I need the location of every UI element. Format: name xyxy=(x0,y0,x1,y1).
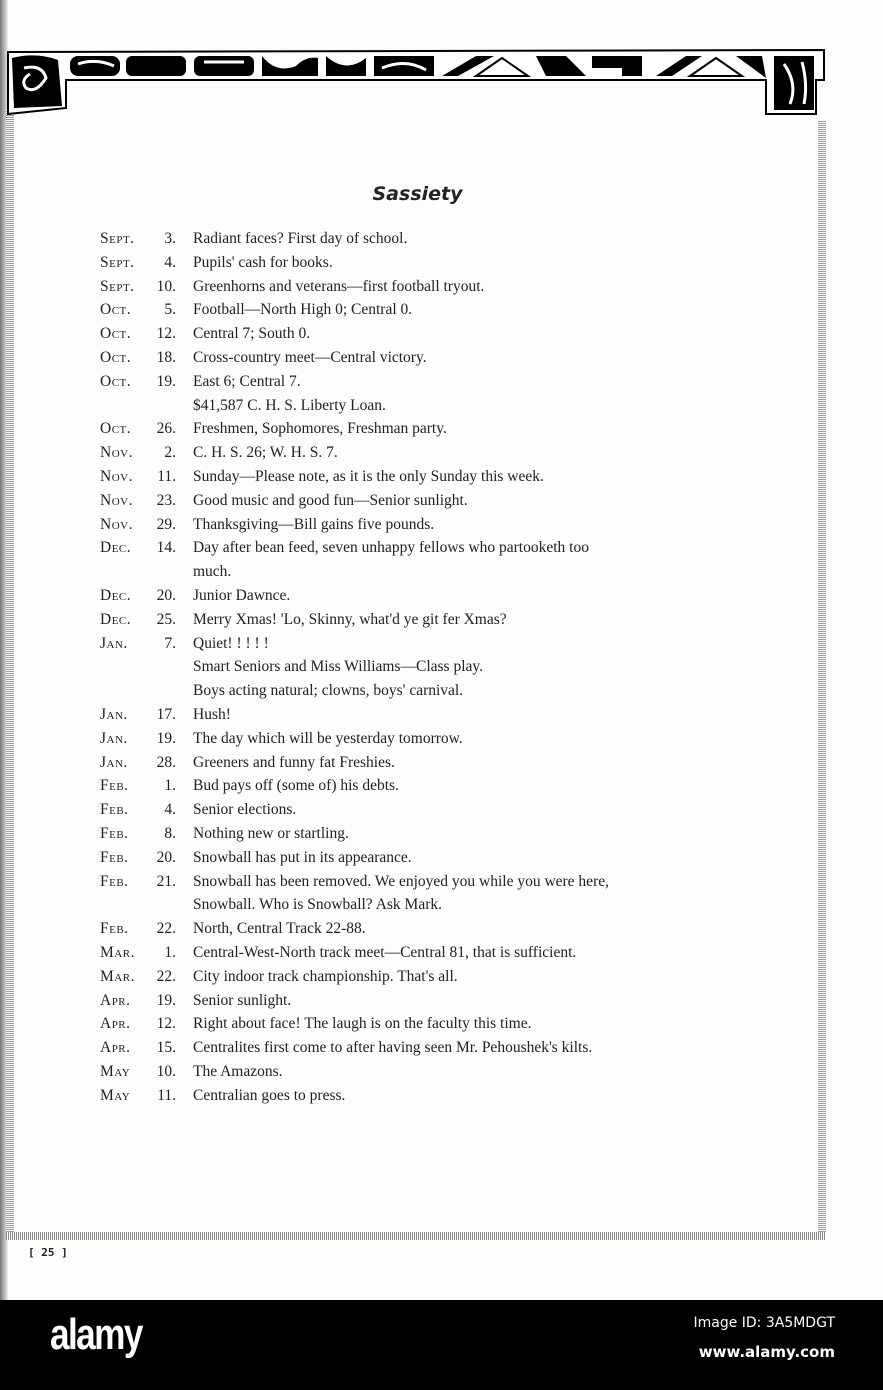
entry-line: Snowball. Who is Snowball? Ask Mark. xyxy=(193,896,442,914)
entry-day: 5. xyxy=(164,301,176,319)
alamy-logo: alamy xyxy=(50,1310,142,1359)
calendar-entry xyxy=(100,227,740,251)
entry-day: 1. xyxy=(164,943,176,961)
calendar-entry xyxy=(100,251,740,275)
entry-line: North, Central Track 22-88. xyxy=(193,920,366,938)
calendar-entry xyxy=(100,846,740,870)
entry-day: 19. xyxy=(156,729,176,747)
entry-text xyxy=(193,370,740,418)
entry-day: 21. xyxy=(156,872,176,890)
entry-month: Sept. xyxy=(100,230,135,247)
entry-line: much. xyxy=(193,563,232,581)
entry-day: 7. xyxy=(164,634,176,652)
entry-day: 29. xyxy=(156,515,176,533)
entry-text xyxy=(193,751,740,775)
calendar-entry xyxy=(100,798,740,822)
site-url: www.alamy.com xyxy=(698,1343,835,1361)
entry-line: Right about face! The laugh is on the faculty this time. xyxy=(193,1015,532,1033)
calendar-entry xyxy=(100,298,740,322)
entry-month: Dec. xyxy=(100,586,132,604)
entry-month: Oct. xyxy=(100,348,132,366)
entry-line: Radiant faces? First day of school. xyxy=(193,230,408,247)
entry-day: 11. xyxy=(157,467,176,485)
entry-text xyxy=(193,441,740,465)
entry-month: Feb. xyxy=(100,920,129,938)
entry-day: 3. xyxy=(164,230,176,247)
entry-day: 19. xyxy=(156,372,176,390)
entry-line: City indoor track championship. That's all. xyxy=(193,967,458,985)
entry-line: Football—North High 0; Central 0. xyxy=(193,301,413,319)
entry-day: 4. xyxy=(164,801,176,819)
calendar-entry xyxy=(100,608,740,632)
entry-line: $41,587 C. H. S. Liberty Loan. xyxy=(193,396,386,414)
entry-day: 19. xyxy=(156,991,176,1009)
calendar-entry xyxy=(100,989,740,1013)
entry-month: May xyxy=(100,1062,131,1080)
entry-line: Cross-country meet—Central victory. xyxy=(193,348,427,366)
centralian-header-ornament xyxy=(6,44,828,124)
entry-day: 4. xyxy=(164,253,176,271)
calendar-entry xyxy=(100,822,740,846)
entry-line: Nothing new or startling. xyxy=(193,824,349,842)
entry-month: Feb. xyxy=(100,801,129,819)
entry-text xyxy=(193,1012,740,1036)
page-number: [ 25 ] xyxy=(28,1246,68,1259)
entry-text xyxy=(193,822,740,846)
entry-month: Jan. xyxy=(100,729,128,747)
entry-line: C. H. S. 26; W. H. S. 7. xyxy=(193,444,338,462)
calendar-entry xyxy=(100,1012,740,1036)
entry-month: Oct. xyxy=(100,372,132,390)
entry-day: 10. xyxy=(156,1062,176,1080)
entry-day: 17. xyxy=(156,705,176,723)
entry-text xyxy=(193,275,740,299)
watermark-bar xyxy=(0,1300,883,1390)
entry-day: 14. xyxy=(156,539,176,557)
entry-text xyxy=(193,727,740,751)
entry-line: Day after bean feed, seven unhappy fellows who partooketh too xyxy=(193,539,589,557)
entry-line: Boys acting natural; clowns, boys' carnival. xyxy=(193,682,464,700)
entry-text xyxy=(193,322,740,346)
entry-line: Snowball has put in its appearance. xyxy=(193,848,412,866)
entry-month: Feb. xyxy=(100,872,129,890)
page-title xyxy=(0,183,883,205)
calendar-entry xyxy=(100,774,740,798)
entry-day: 22. xyxy=(156,920,176,938)
calendar-entry xyxy=(100,346,740,370)
entry-month: Feb. xyxy=(100,848,129,866)
entry-text xyxy=(193,798,740,822)
entry-line: Bud pays off (some of) his debts. xyxy=(193,777,399,795)
entry-day: 12. xyxy=(156,1015,176,1033)
entry-line: Junior Dawnce. xyxy=(193,586,291,604)
entry-month: Nov. xyxy=(100,515,133,533)
calendar-entry xyxy=(100,275,740,299)
entry-text xyxy=(193,1036,740,1060)
entry-day: 12. xyxy=(156,325,176,343)
entry-month: May xyxy=(100,1086,131,1104)
entry-month: Jan. xyxy=(100,705,128,723)
entry-month: Mar. xyxy=(100,943,135,961)
calendar-entry xyxy=(100,727,740,751)
calendar-entry xyxy=(100,441,740,465)
entry-text xyxy=(193,489,740,513)
entry-month: Oct. xyxy=(100,325,132,343)
entry-line: The day which will be yesterday tomorrow. xyxy=(193,729,463,747)
entry-text xyxy=(193,417,740,441)
entry-month: Apr. xyxy=(100,1015,131,1033)
entry-text xyxy=(193,608,740,632)
entry-month: Apr. xyxy=(100,1039,131,1057)
calendar-entry xyxy=(100,917,740,941)
calendar-entry xyxy=(100,370,740,418)
entry-month: Nov. xyxy=(100,491,133,509)
calendar-entry xyxy=(100,489,740,513)
entry-day: 10. xyxy=(156,277,176,295)
left-border xyxy=(6,110,14,1240)
entry-day: 1. xyxy=(164,777,176,795)
entry-line: Thanksgiving—Bill gains five pounds. xyxy=(193,515,435,533)
calendar-entry xyxy=(100,1084,740,1108)
entry-month: Jan. xyxy=(100,634,128,652)
entry-line: Senior elections. xyxy=(193,801,297,819)
entry-text xyxy=(193,846,740,870)
entry-text xyxy=(193,941,740,965)
entry-day: 15. xyxy=(156,1039,176,1057)
calendar-entry xyxy=(100,536,740,584)
entry-day: 28. xyxy=(156,753,176,771)
entry-line: Merry Xmas! 'Lo, Skinny, what'd ye git fer Xmas? xyxy=(193,610,507,628)
entry-line: Good music and good fun—Senior sunlight. xyxy=(193,491,468,509)
entry-day: 20. xyxy=(156,848,176,866)
calendar-entry xyxy=(100,870,740,918)
entry-day: 23. xyxy=(156,491,176,509)
entry-month: Apr. xyxy=(100,991,131,1009)
entry-day: 11. xyxy=(157,1086,176,1104)
entry-month: Nov. xyxy=(100,467,133,485)
entry-text xyxy=(193,870,740,918)
entry-text xyxy=(193,584,740,608)
calendar-entry xyxy=(100,322,740,346)
calendar-entry xyxy=(100,513,740,537)
entry-day: 20. xyxy=(156,586,176,604)
calendar-entry xyxy=(100,1060,740,1084)
entry-line: East 6; Central 7. xyxy=(193,372,301,390)
title-text: Sassiety xyxy=(372,183,463,205)
calendar-entry xyxy=(100,965,740,989)
entry-month: Nov. xyxy=(100,444,133,462)
entry-text xyxy=(193,465,740,489)
entry-day: 2. xyxy=(164,444,176,462)
calendar-entry xyxy=(100,941,740,965)
right-border xyxy=(818,120,826,1240)
entry-line: Sunday—Please note, as it is the only Sunday this week. xyxy=(193,467,544,485)
entry-day: 22. xyxy=(156,967,176,985)
calendar-entry xyxy=(100,1036,740,1060)
entry-line: Centralites first come to after having seen Mr. Pehoushek's kilts. xyxy=(193,1039,593,1057)
calendar-entry xyxy=(100,751,740,775)
entry-text xyxy=(193,774,740,798)
entry-month: Sept. xyxy=(100,277,135,295)
entry-line: The Amazons. xyxy=(193,1062,283,1080)
entry-text xyxy=(193,965,740,989)
entry-day: 25. xyxy=(156,610,176,628)
entry-text xyxy=(193,298,740,322)
entry-month: Mar. xyxy=(100,967,135,985)
entry-month: Feb. xyxy=(100,777,129,795)
entry-day: 26. xyxy=(156,420,176,438)
entry-text xyxy=(193,536,740,584)
bottom-border xyxy=(6,1232,826,1240)
entry-line: Central 7; South 0. xyxy=(193,325,311,343)
entry-line: Greeners and funny fat Freshies. xyxy=(193,753,395,771)
entry-month: Jan. xyxy=(100,753,128,771)
entry-line: Greenhorns and veterans—first football tryout. xyxy=(193,277,485,295)
calendar-entry xyxy=(100,465,740,489)
entry-text xyxy=(193,1084,740,1108)
entry-line: Hush! xyxy=(193,705,231,723)
calendar-entry xyxy=(100,632,740,703)
entry-text xyxy=(193,917,740,941)
entry-text xyxy=(193,227,740,251)
calendar-entries xyxy=(100,227,740,1107)
image-id: Image ID: 3A5MDGT xyxy=(693,1315,835,1331)
entry-text xyxy=(193,346,740,370)
entry-text xyxy=(193,703,740,727)
entry-text xyxy=(193,632,740,703)
entry-line: Freshmen, Sophomores, Freshman party. xyxy=(193,420,447,438)
entry-line: Pupils' cash for books. xyxy=(193,253,333,271)
entry-line: Snowball has been removed. We enjoyed you while you were here, xyxy=(193,872,609,890)
calendar-entry xyxy=(100,417,740,441)
entry-line: Smart Seniors and Miss Williams—Class play. xyxy=(193,658,483,676)
entry-line: Central-West-North track meet—Central 81, that is sufficient. xyxy=(193,943,577,961)
entry-text xyxy=(193,1060,740,1084)
calendar-entry xyxy=(100,584,740,608)
entry-month: Sept. xyxy=(100,253,135,271)
entry-line: Centralian goes to press. xyxy=(193,1086,346,1104)
entry-day: 8. xyxy=(164,824,176,842)
entry-day: 18. xyxy=(156,348,176,366)
calendar-entry xyxy=(100,703,740,727)
entry-month: Dec. xyxy=(100,539,132,557)
entry-month: Oct. xyxy=(100,301,132,319)
entry-month: Oct. xyxy=(100,420,132,438)
entry-line: Quiet! ! ! ! ! xyxy=(193,634,269,652)
entry-month: Feb. xyxy=(100,824,129,842)
entry-text xyxy=(193,989,740,1013)
entry-text xyxy=(193,513,740,537)
entry-text xyxy=(193,251,740,275)
entry-month: Dec. xyxy=(100,610,132,628)
entry-line: Senior sunlight. xyxy=(193,991,292,1009)
